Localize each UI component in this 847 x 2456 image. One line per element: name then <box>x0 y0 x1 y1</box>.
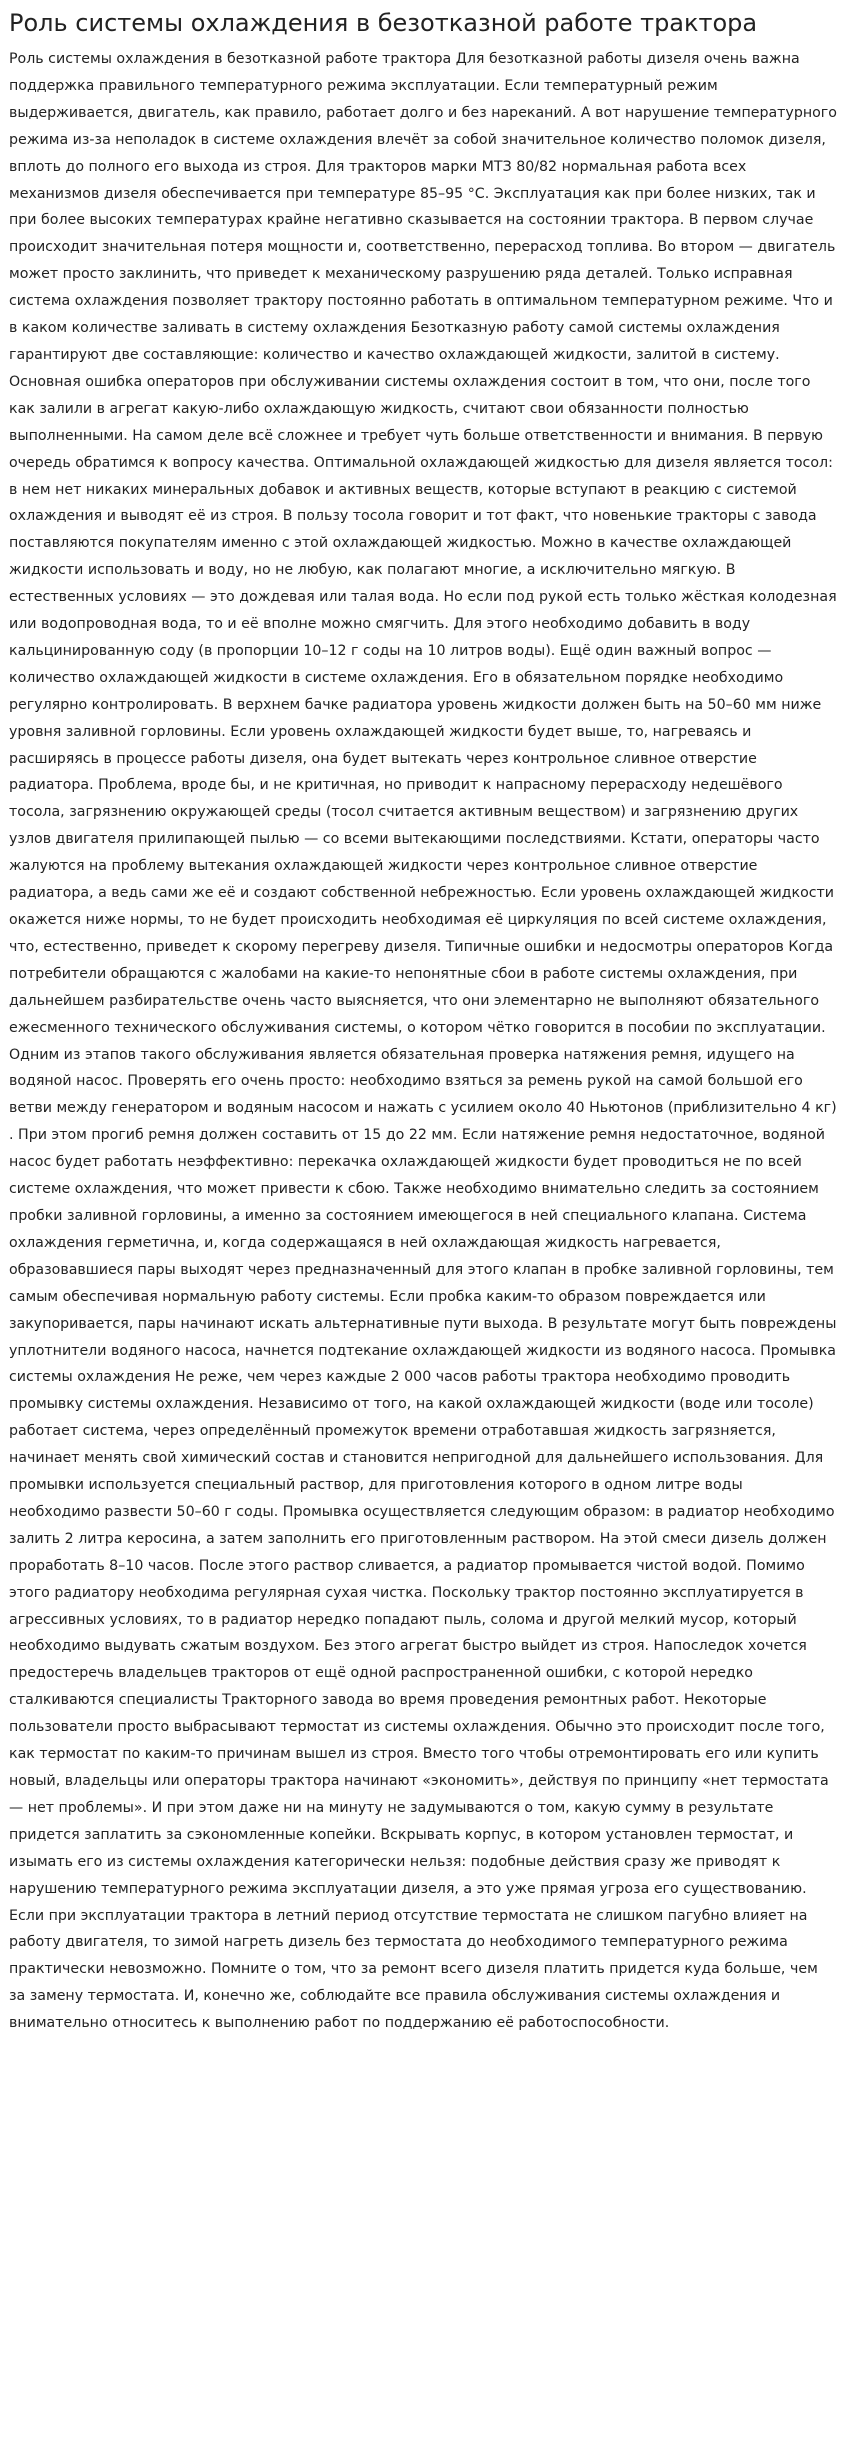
article-title: Роль системы охлаждения в безотказной работе трактора <box>9 9 758 37</box>
article-body: Роль системы охлаждения в безотказной работе трактора Для безотказной работы дизеля очень важна поддержка правильного температурного режима эксплуатации. Если температурный режим выдерживается, двигатель, как правило, работает долго и без нареканий. А вот нарушение температурного режима из-за неполадок в системе охлаждения влечёт за собой значительное количество поломок дизеля, вплоть до полного его выхода из строя. Для тракторов марки МТЗ 80/82 нормальная работа всех механизмов дизеля обеспечивается при температуре 85–95 °С. Эксплуатация как при более низких, так и при более высоких температурах крайне негативно сказывается на состоянии трактора. В первом случае происходит значительная потеря мощности и, соответственно, перерасход топлива. Во втором — двигатель может просто заклинить, что приведет к механическому разрушению ряда деталей. Только исправная система охлаждения позволяет трактору постоянно работать в оптимальном температурном режиме. Что и в каком количестве заливать в систему охлаждения Безотказную работу самой системы охлаждения гарантируют две составляющие: количество и качество охлаждающей жидкости, залитой в систему. Основная ошибка операторов при обслуживании системы охлаждения состоит в том, что они, после того как залили в агрегат какую-либо охлаждающую жидкость, считают свои обязанности полностью выполненными. На самом деле всё сложнее и требует чуть больше ответственности и внимания. В первую очередь обратимся к вопросу качества. Оптимальной охлаждающей жидкостью для дизеля является тосол: в нем нет никаких минеральных добавок и активных веществ, которые вступают в реакцию с системой охлаждения и выводят её из строя. В пользу тосола говорит и тот факт, что новенькие тракторы с завода поставляются покупателям именно с этой охлаждающей жидкостью. Можно в качестве охлаждающей жидкости использовать и воду, но не любую, как полагают многие, а исключительно мягкую. В естественных условиях — это дождевая или талая вода. Но если под рукой есть только жёсткая колодезная или водопроводная вода, то и её вполне можно смягчить. Для этого необходимо добавить в воду кальцинированную соду (в пропорции 10–12 г соды на 10 литров воды). Ещё один важный вопрос — количество охлаждающей жидкости в системе охлаждения. Его в обязательном порядке необходимо регулярно контролировать. В верхнем бачке радиатора уровень жидкости должен быть на 50–60 мм ниже уровня заливной горловины. Если уровень охлаждающей жидкости будет выше, то, нагреваясь и расширяясь в процессе работы дизеля, она будет вытекать через контрольное сливное отверстие радиатора. Проблема, вроде бы, и не критичная, но приводит к напрасному перерасходу недешёвого тосола, загрязнению окружающей среды (тосол считается активным веществом) и загрязнению других узлов двигателя прилипающей пылью — со всеми вытекающими последствиями. Кстати, операторы часто жалуются на проблему вытекания охлаждающей жидкости через контрольное сливное отверстие радиатора, а ведь сами же её и создают собственной небрежностью. Если уровень охлаждающей жидкости окажется ниже нормы, то не будет происходить необходимая её циркуляция по всей системе охлаждения, что, естественно, приведет к скорому перегреву дизеля. Типичные ошибки и недосмотры операторов Когда потребители обращаются с жалобами на какие-то непонятные сбои в работе системы охлаждения, при дальнейшем разбирательстве очень часто выясняется, что они элементарно не выполняют обязательного ежесменного технического обслуживания системы, о котором чётко говорится в пособии по эксплуатации. Одним из этапов такого обслуживания является обязательная проверка натяжения ремня, идущего на водяной насос. Проверять его очень просто: необходимо взяться за ремень рукой на самой большой его ветви между генератором и водяным насосом и нажать с усилием около 40 Ньютонов (приблизительно 4 кг) . При этом прогиб ремня должен составить от 15 до 22 мм. Если натяжение ремня недостаточное, водяной насос будет работать неэффективно: перекачка охлаждающей жидкости будет проводиться не по всей системе охлаждения, что может привести к сбою. Также необходимо внимательно следить за состоянием пробки заливной горловины, а именно за состоянием имеющегося в ней специального клапана. Система охлаждения герметична, и, когда содержащаяся в ней охлаждающая жидкость нагревается, образовавшиеся пары выходят через предназначенный для этого клапан в пробке заливной горловины, тем самым обеспечивая нормальную работу системы. Если пробка каким-то образом повреждается или закупоривается, пары начинают искать альтернативные пути выхода. В результате могут быть повреждены уплотнители водяного насоса, начнется подтекание охлаждающей жидкости из водяного насоса. Промывка системы охлаждения Не реже, чем через каждые 2 000 часов работы трактора необходимо проводить промывку системы охлаждения. Независимо от того, на какой охлаждающей жидкости (воде или тосоле) работает система, через определённый промежуток времени отработавшая жидкость загрязняется, начинает менять свой химический состав и становится непригодной для дальнейшего использования. Для промывки используется специальный раствор, для приготовления которого в одном литре воды необходимо развести 50–60 г соды. Промывка осуществляется следующим образом: в радиатор необходимо залить 2 литра керосина, а затем заполнить его приготовленным раствором. На этой смеси дизель должен проработать 8–10 часов. После этого раствор сливается, а радиатор промывается чистой водой. Помимо этого радиатору необходима регулярная сухая чистка. Поскольку трактор постоянно эксплуатируется в агрессивных условиях, то в радиатор нередко попадают пыль, солома и другой мелкий мусор, который необходимо выдувать сжатым воздухом. Без этого агрегат быстро выйдет из строя. Напоследок хочется предостеречь владельцев тракторов от ещё одной распространенной ошибки, с которой нередко сталкиваются специалисты Тракторного завода во время проведения ремонтных работ. Некоторые пользователи просто выбрасывают термостат из системы охлаждения. Обычно это происходит после того, как термостат по каким-то причинам вышел из строя. Вместо того чтобы отремонтировать его или купить новый, владельцы или операторы трактора начинают «экономить», действуя по принципу «нет термостата — нет проблемы». И при этом даже ни на минуту не задумываются о том, какую сумму в результате придется заплатить за сэкономленные копейки. Вскрывать корпус, в котором установлен термостат, и изымать его из системы охлаждения категорически нельзя: подобные действия сразу же приводят к нарушению температурного режима эксплуатации дизеля, а это уже прямая угроза его существованию. Если при эксплуатации трактора в летний период отсутствие термостата не слишком пагубно влияет на работу двигателя, то зимой нагреть дизель без термостата до необходимого температурного режима практически невозможно. Помните о том, что за ремонт всего дизеля платить придется куда больше, чем за замену термостата. И, конечно же, соблюдайте все правила обслуживания системы охлаждения и внимательно относитесь к выполнению работ по поддержанию её работоспособности. <box>9 51 837 2032</box>
